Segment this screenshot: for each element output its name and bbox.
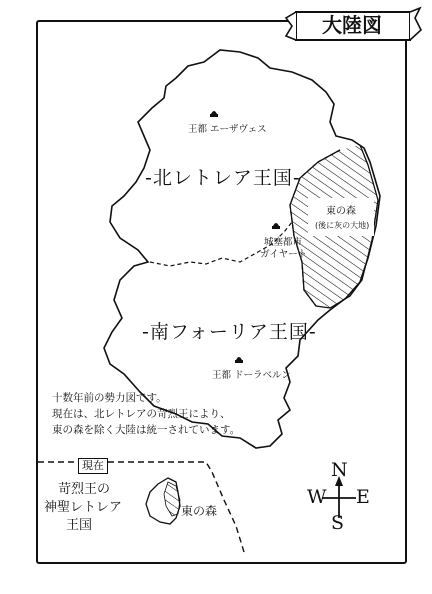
inset-kingdom-line1: 苛烈王の bbox=[58, 482, 111, 497]
fortress-city-label-2: ガイヤート bbox=[260, 249, 308, 260]
map-title: 大陸図 bbox=[322, 13, 382, 37]
north-kingdom-label: -北レトレア王国- bbox=[145, 167, 301, 189]
inset-mini-map bbox=[146, 478, 180, 524]
south-capital-label: 王都 ドーラベルン bbox=[212, 370, 291, 381]
compass-north: N bbox=[331, 459, 348, 481]
inset-kingdom-line2: 神聖レトレア bbox=[44, 500, 123, 515]
compass-south: S bbox=[331, 512, 345, 534]
south-kingdom-label: -南フォーリア王国- bbox=[142, 321, 317, 343]
compass-west: W bbox=[307, 486, 327, 508]
fortress-city-label-1: 城塞都市 bbox=[264, 237, 303, 248]
note-line: 現在は、北レトレアの苛烈王により、 bbox=[52, 408, 231, 420]
note-line: 東の森を除く大陸は統一されています。 bbox=[52, 424, 241, 436]
compass-east: E bbox=[356, 486, 370, 508]
north-capital-label: 王都 エーザヴェス bbox=[188, 124, 267, 135]
inset-kingdom-line3: 王国 bbox=[66, 518, 93, 533]
note-line: 十数年前の勢力図です。 bbox=[52, 392, 167, 404]
map-notes bbox=[52, 390, 240, 438]
present-badge: 現在 bbox=[78, 458, 108, 474]
east-forest-note: (後に灰の大地) bbox=[315, 221, 370, 230]
inset-forest-label: 東の森 bbox=[181, 504, 218, 518]
east-forest-label: 東の森 bbox=[326, 206, 356, 217]
